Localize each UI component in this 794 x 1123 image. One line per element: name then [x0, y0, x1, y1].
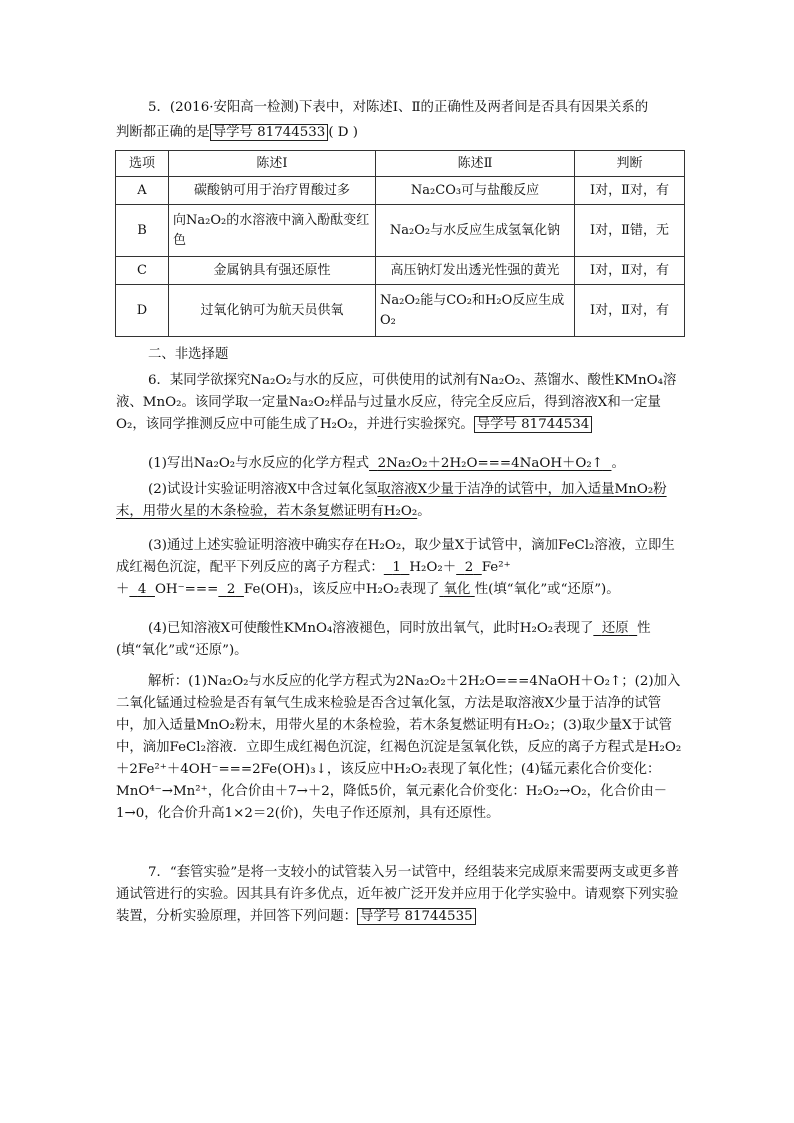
- q6-part3-blank-2-value: 2: [464, 560, 474, 575]
- cell-option: A: [116, 177, 169, 205]
- q6-part1-answer: [369, 456, 611, 471]
- q6-part3-term-3: OH⁻===: [154, 582, 219, 597]
- th-option: 选项: [116, 151, 169, 177]
- q6-part4-answer: [593, 621, 637, 636]
- cell-option: C: [116, 257, 169, 285]
- q6-part3-blank-5: [439, 582, 474, 597]
- q6-part3-text: (3)通过上述实验证明溶液中确实存在H₂O₂，取少量X于试管中，滴加FeCl₂溶液，立即生成红褐色沉淀，配平下列反应的离子方程式：: [116, 538, 675, 575]
- cell-statement-1: 过氧化钠可为航天员供氧: [169, 285, 376, 337]
- section-heading: 二、非选择题: [148, 347, 229, 362]
- q5-answer: ( D ): [328, 125, 359, 140]
- cell-judgement: Ⅰ对，Ⅱ错，无: [575, 205, 685, 257]
- q6-part3-term-5: 性(填“氧化”或“还原”)。: [474, 582, 620, 597]
- q6-part2-answer: 取溶液X少量于洁净的试管中，加入适量MnO₂粉末，用带火星的木条检验，若木条复燃证明有H₂O₂: [116, 482, 667, 519]
- analysis-label: 解析：: [148, 674, 189, 689]
- q5-line2-text: 判断都正确的是: [116, 125, 210, 140]
- q6-part2-end: 。: [417, 504, 431, 519]
- q6-part2-text: (2)试设计实验证明溶液X中含过氧化氢: [148, 482, 378, 497]
- cell-statement-2: 高压钠灯发出透光性强的黄光: [376, 257, 575, 285]
- cell-statement-2: Na₂O₂与水反应生成氢氧化钠: [376, 205, 575, 257]
- table-header-row: [116, 151, 685, 177]
- cell-statement-1: 碳酸钠可用于治疗胃酸过多: [169, 177, 376, 205]
- cell-judgement: Ⅰ对，Ⅱ对，有: [575, 257, 685, 285]
- q5-line1: 5．(2016·安阳高一检测)下表中，对陈述Ⅰ、Ⅱ的正确性及两者间是否具有因果关系的: [148, 100, 649, 115]
- cell-option: B: [116, 205, 169, 257]
- th-statement-1: 陈述Ⅰ: [169, 151, 376, 177]
- table-row: [116, 257, 685, 285]
- q6-stem-text: 6．某同学欲探究Na₂O₂与水的反应，可供使用的试剂有Na₂O₂、蒸馏水、酸性KMnO₄溶液、MnO₂。该同学取一定量Na₂O₂样品与过量水反应，待完全反应后，得到溶液X和一定量O₂，该同学推测反应中可能生成了H₂O₂，并进行实验探究。: [116, 373, 677, 432]
- q6-tag: 导学号 81744534: [474, 416, 593, 433]
- table-row: [116, 205, 685, 257]
- q6-analysis: [116, 671, 686, 825]
- cell-judgement: Ⅰ对，Ⅱ对，有: [575, 177, 685, 205]
- q7-tag: 导学号 81744535: [357, 908, 476, 925]
- q6-part3-blank-4-value: 2: [226, 582, 236, 597]
- q6-part3-term-4: Fe(OH)₃，该反应中H₂O₂表现了: [243, 582, 440, 597]
- q6-part3-blank-3: [129, 582, 155, 597]
- q6-part1: [148, 453, 625, 475]
- q6-part4-end: 性(填“氧化”或“还原”)。: [116, 621, 651, 658]
- cell-statement-2: Na₂CO₃可与盐酸反应: [376, 177, 575, 205]
- q7-stem: [116, 862, 686, 928]
- cell-judgement: Ⅰ对，Ⅱ对，有: [575, 285, 685, 337]
- q6-part3-blank-2: [456, 560, 482, 575]
- th-statement-2: 陈述Ⅱ: [376, 151, 575, 177]
- q6-part2: [116, 479, 686, 523]
- q6-part4: [116, 618, 686, 662]
- cell-statement-1: 向Na₂O₂的水溶液中滴入酚酞变红色: [169, 205, 376, 257]
- q6-part3-term-2: Fe²⁺＋: [116, 560, 511, 597]
- analysis-text: (1)Na₂O₂与水反应的化学方程式为2Na₂O₂＋2H₂O===4NaOH＋O₂↑；(2)加入二氧化锰通过检验是否有氧气生成来检验是否含过氧化氢，方法是取溶液X少量于洁净的试管中，加入适量MnO₂粉末，用带火星的木条检验，若木条复燃证明有H₂O₂；(3)取少量X于试管中，滴加FeCl₂溶液．立即生成红褐色沉淀，红褐色沉淀是氢氧化铁，反应的离子方程式是H₂O₂＋2Fe²⁺＋4OH⁻===2Fe(OH)₃↓，该反应中H₂O₂表现了氧化性；(4)锰元素化合价变化：MnO⁴⁻→Mn²⁺，化合价由＋7→＋2，降低5价，氧元素化合价变化：H₂O₂→O₂，化合价由－1→0，化合价升高1×2＝2(价)，失电子作还原剂，具有还原性。: [116, 674, 682, 821]
- q6-part3-blank-3-value: 4: [137, 582, 147, 597]
- q7-stem-text: 7．“套管实验”是将一支较小的试管装入另一试管中，经组装来完成原来需要两支或更多普通试管进行的实验。因其具有许多优点，近年被广泛开发并应用于化学实验中。请观察下列实验装置，分析实验原理，并回答下列问题：: [116, 865, 680, 924]
- q6-part3-term-1: H₂O₂＋: [409, 560, 457, 575]
- q6-part1-text: (1)写出Na₂O₂与水反应的化学方程式: [148, 456, 370, 471]
- q6-stem: [116, 370, 686, 436]
- q5-line2: [116, 122, 358, 144]
- q6-part3: [116, 535, 686, 601]
- q6-part1-end: 。: [611, 456, 625, 471]
- q6-part1-answer-text: 2Na₂O₂＋2H₂O===4NaOH＋O₂↑: [377, 456, 603, 471]
- cell-statement-1: 金属钠具有强还原性: [169, 257, 376, 285]
- q6-part3-blank-1-value: 1: [392, 560, 401, 575]
- q6-part4-text: (4)已知溶液X可使酸性KMnO₄溶液褪色，同时放出氧气，此时H₂O₂表现了: [148, 621, 594, 636]
- table-row: [116, 177, 685, 205]
- q6-part3-blank-4: [218, 582, 244, 597]
- q5-tag: 导学号 81744533: [210, 124, 329, 141]
- q6-part3-blank-1: [384, 560, 410, 575]
- q6-part4-answer-text: 还原: [601, 621, 629, 636]
- cell-option: D: [116, 285, 169, 337]
- th-judgement: 判断: [575, 151, 685, 177]
- q5-table: [115, 150, 685, 337]
- table-row: [116, 285, 685, 337]
- cell-statement-2: Na₂O₂能与CO₂和H₂O反应生成O₂: [376, 285, 575, 337]
- q6-part3-blank-5-value: 氧化: [443, 582, 471, 597]
